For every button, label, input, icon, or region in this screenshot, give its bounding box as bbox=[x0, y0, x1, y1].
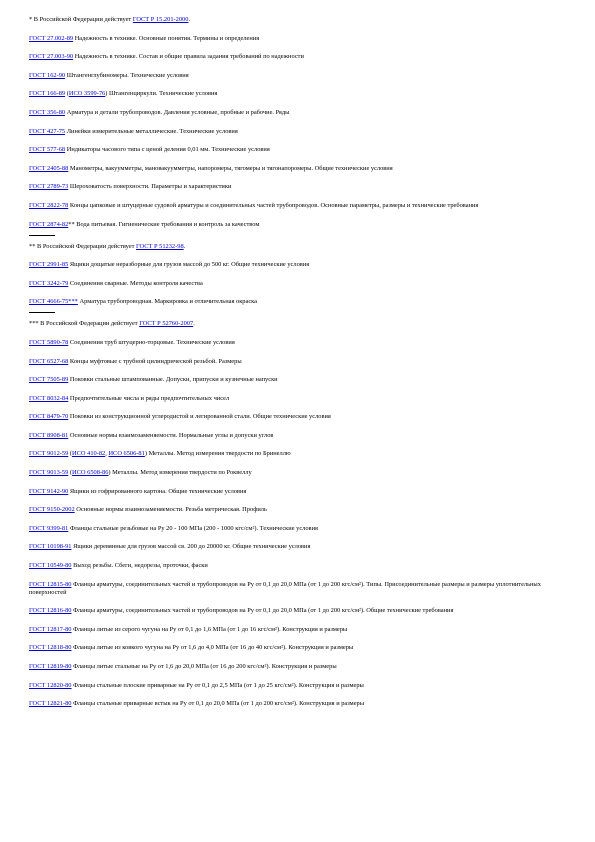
standard-entry bbox=[29, 90, 585, 98]
line-gap bbox=[29, 690, 585, 701]
standard-entry bbox=[29, 221, 585, 229]
standard-link[interactable]: ГОСТ 8479-70 bbox=[29, 413, 69, 421]
footnote-separator bbox=[29, 312, 55, 313]
entry-title: Надежность в технике. Основные понятия. Термины и определения bbox=[73, 34, 260, 42]
footnote-line bbox=[29, 320, 585, 328]
standard-link[interactable]: ГОСТ 2789-73 bbox=[29, 183, 69, 191]
entry-title: Фланцы литые стальные на Ру от 1,6 до 20,0 МПа (от 16 до 200 кгс/см²). Конструкция и размеры bbox=[71, 663, 337, 670]
punctuation: ) bbox=[108, 469, 111, 477]
standard-entry bbox=[29, 202, 574, 210]
line-gap bbox=[29, 458, 585, 469]
standard-link[interactable]: ГОСТ 8032-84 bbox=[29, 394, 69, 402]
entry-title: Линейки измерительные металлические. Технические условия bbox=[65, 127, 238, 135]
footnote-text: ** В Российской Федерации действует bbox=[29, 242, 136, 250]
entry-title: Индикаторы часового типа с ценой деления 0,01 мм. Технические условия bbox=[65, 146, 270, 154]
entry-title: Фланцы стальные плоские приварные на Ру от 0,1 до 2,5 МПа (от 1 до 25 кгс/см²). Конструкция и размеры bbox=[71, 681, 364, 689]
standard-entry bbox=[29, 109, 585, 117]
standard-entry bbox=[29, 395, 585, 403]
footnote-separator bbox=[29, 235, 55, 236]
standard-link[interactable]: ГОСТ 12821-80 bbox=[29, 700, 72, 708]
entry-title: Поковки из конструкционной углеродистой и легированной стали. Общие технические условия bbox=[68, 413, 331, 421]
entry-title: Арматура и детали трубопроводов. Давления условные, пробные и рабочие. Ряды bbox=[65, 108, 290, 116]
entry-title: Фланцы стальные резьбовые на Ру 20 - 100 МПа (200 - 1000 кгс/см²). Технические условия bbox=[68, 524, 318, 532]
entry-title: Поковки стальные штампованные. Допуски, припуски и кузнечные напуски bbox=[68, 376, 278, 384]
standard-entry bbox=[29, 607, 574, 615]
punctuation: , bbox=[105, 450, 109, 458]
standard-entry bbox=[29, 146, 585, 154]
standard-entry bbox=[29, 298, 585, 306]
entry-title: Штангенциркули. Технические условия bbox=[107, 90, 218, 98]
entry-title: Шероховатость поверхности. Параметры и характеристики bbox=[68, 183, 232, 191]
line-gap bbox=[29, 98, 585, 109]
standard-entry bbox=[29, 663, 585, 671]
entry-title: Соединения труб штуцерно-торцовые. Технические условия bbox=[68, 338, 235, 346]
entry-title: Фланцы литые из ковкого чугуна на Ру от 1,6 до 4,0 МПа (от 16 до 40 кгс/см²). Конструкция и размеры bbox=[71, 644, 354, 652]
line-gap bbox=[29, 43, 585, 54]
standard-entry bbox=[29, 469, 585, 477]
standard-link[interactable]: ГОСТ 6527-68 bbox=[29, 357, 69, 365]
footnote-text: * В Российской Федерации действует bbox=[29, 16, 133, 23]
entry-title: Фланцы арматуры, соединительных частей и трубопроводов на Ру от 0,1 до 20,0 МПа (от 1 до 200 кгс/см²). Типы. Присоединительные размеры и размеры уплотнительных поверхностей bbox=[29, 580, 541, 596]
standard-entry bbox=[29, 506, 585, 514]
standard-link[interactable]: ИСО 6506-81 bbox=[108, 450, 145, 458]
entry-title: Основные нормы взаимозаменяемости. Резьба метрическая. Профиль bbox=[74, 506, 267, 514]
standard-link[interactable]: ГОСТ Р 15.201-2000 bbox=[132, 16, 189, 23]
standard-link[interactable]: ГОСТ 9013-59 bbox=[29, 469, 69, 477]
line-gap bbox=[29, 421, 585, 432]
footnote-end: . bbox=[188, 16, 191, 23]
standard-link[interactable]: ГОСТ Р 52760-2007 bbox=[139, 320, 194, 328]
line-gap bbox=[29, 288, 585, 299]
line-gap bbox=[29, 210, 585, 221]
standard-entry bbox=[29, 280, 585, 288]
standard-link[interactable]: ИСО 410-82 bbox=[72, 450, 106, 458]
standard-link[interactable]: ГОСТ 2991-85 bbox=[29, 261, 69, 269]
line-gap bbox=[29, 154, 585, 165]
line-gap bbox=[29, 24, 585, 35]
line-gap bbox=[29, 652, 585, 663]
standard-entry bbox=[29, 525, 585, 533]
standard-entry bbox=[29, 488, 585, 496]
line-gap bbox=[29, 328, 585, 339]
entry-title: Манометры, вакуумметры, мановакуумметры, напоромеры, тягомеры и тягонапоромеры. Общие технические условия bbox=[68, 164, 393, 172]
standard-link[interactable]: ГОСТ 27.002-89 bbox=[29, 34, 74, 42]
footnote-line bbox=[29, 16, 585, 24]
punctuation: ) bbox=[144, 450, 147, 458]
standard-link[interactable]: ГОСТ 12818-80 bbox=[29, 644, 72, 652]
entry-title: Ящики дощатые неразборные для грузов массой до 500 кг. Общие технические условия bbox=[68, 261, 310, 269]
punctuation: ( bbox=[65, 90, 69, 98]
standard-link[interactable]: ГОСТ 7505-89 bbox=[29, 376, 69, 384]
standard-link[interactable]: ГОСТ 10549-80 bbox=[29, 562, 72, 570]
standard-entry bbox=[29, 682, 585, 690]
standard-link[interactable]: ГОСТ 12816-80 bbox=[29, 607, 72, 615]
line-gap bbox=[29, 551, 585, 562]
standard-link[interactable]: ГОСТ 2405-88 bbox=[29, 164, 69, 172]
standard-link[interactable]: ГОСТ 5890-78 bbox=[29, 338, 69, 346]
standard-link[interactable]: ГОСТ 9399-81 bbox=[29, 524, 69, 532]
line-gap bbox=[29, 136, 585, 147]
line-gap bbox=[29, 533, 585, 544]
standard-link[interactable]: ГОСТ 4666-75*** bbox=[29, 298, 78, 306]
entry-title: Фланцы стальные приварные встык на Ру от 0,1 до 20,0 МПа (от 1 до 200 кгс/см²). Конструкция и размеры bbox=[71, 700, 365, 708]
line-gap bbox=[29, 634, 585, 645]
standard-entry bbox=[29, 644, 585, 652]
footnote-line bbox=[29, 243, 585, 251]
entry-title: Выход резьбы. Сбеги, недорезы, проточки, фаски bbox=[71, 562, 208, 570]
line-gap bbox=[29, 366, 585, 377]
line-gap bbox=[29, 671, 585, 682]
line-gap bbox=[29, 514, 585, 525]
standard-link[interactable]: ГОСТ 9150-2002 bbox=[29, 506, 75, 514]
line-gap bbox=[29, 191, 585, 202]
standard-entry bbox=[29, 261, 585, 269]
standard-link[interactable]: ГОСТ 27.003-90 bbox=[29, 53, 74, 61]
line-gap bbox=[29, 347, 585, 358]
line-gap bbox=[29, 570, 585, 581]
standard-entry bbox=[29, 626, 585, 634]
line-gap bbox=[29, 80, 585, 91]
standard-entry bbox=[29, 432, 585, 440]
footnote-end: . bbox=[193, 320, 195, 328]
line-gap bbox=[29, 384, 585, 395]
entry-title: Металлы. Метод измерения твердости по Бринеллю bbox=[146, 450, 291, 458]
footnote-text: *** В Российской Федерации действует bbox=[29, 320, 140, 328]
entry-title: Фланцы литые из серого чугуна на Ру от 0,1 до 1,6 МПа (от 1 до 16 кгс/см²). Конструкция и размеры bbox=[71, 625, 348, 633]
standard-link[interactable]: ГОСТ 9012-59 bbox=[29, 450, 69, 458]
entry-title: ** Вода питьевая. Гигиенические требования и контроль за качеством bbox=[68, 220, 260, 228]
standard-entry bbox=[29, 72, 585, 80]
line-gap bbox=[29, 615, 585, 626]
standard-link[interactable]: ИСО 3599-76 bbox=[68, 90, 106, 98]
footnote-end: . bbox=[183, 242, 186, 250]
standard-entry bbox=[29, 376, 585, 384]
entry-title: Концы цапковые и штуцерные судовой арматуры и соединительных частей трубопроводов. Основные параметры, размеры и технические требования bbox=[68, 201, 479, 209]
entry-title: Металлы. Метод измерения твердости по Роквеллу bbox=[110, 469, 252, 477]
line-gap bbox=[29, 440, 585, 451]
standard-entry bbox=[29, 183, 585, 191]
line-gap bbox=[29, 61, 585, 72]
standard-entry bbox=[29, 339, 585, 347]
standard-link[interactable]: ГОСТ 427-75 bbox=[29, 127, 66, 135]
standard-link[interactable]: ГОСТ 9142-90 bbox=[29, 487, 69, 495]
standard-entry bbox=[29, 581, 574, 597]
standard-link[interactable]: ГОСТ 166-89 bbox=[29, 90, 66, 98]
standard-link[interactable]: ГОСТ 12819-80 bbox=[29, 663, 72, 670]
line-gap bbox=[29, 117, 585, 128]
line-gap bbox=[29, 403, 585, 414]
standard-link[interactable]: ГОСТ 2822-78 bbox=[29, 201, 69, 209]
entry-title: Соединения сварные. Методы контроля качества bbox=[68, 279, 203, 287]
entry-title: Фланцы арматуры, соединительных частей и трубопроводов на Ру от 0,1 до 20,0 МПа (от 1 до 200 кгс/см²). Общие технические требования bbox=[71, 607, 454, 615]
line-gap bbox=[29, 251, 585, 262]
entry-title: Арматура трубопроводная. Маркировка и отличительная окраска bbox=[77, 298, 258, 306]
standard-link[interactable]: ГОСТ Р 51232-98 bbox=[136, 242, 184, 250]
punctuation: ( bbox=[68, 469, 73, 477]
standard-link[interactable]: ГОСТ 577-68 bbox=[29, 146, 66, 154]
standard-entry bbox=[29, 128, 585, 136]
line-gap bbox=[29, 477, 585, 488]
standard-entry bbox=[29, 35, 585, 43]
standard-entry bbox=[29, 562, 585, 570]
entry-title: Ящики деревянные для грузов массой св. 200 до 20000 кг. Общие технические условия bbox=[71, 543, 311, 551]
standard-entry bbox=[29, 413, 585, 421]
standard-link[interactable]: ГОСТ 12817-80 bbox=[29, 625, 72, 633]
punctuation: ) bbox=[105, 90, 108, 98]
entry-title: Предпочтительные числа и ряды предпочтительных чисел bbox=[68, 394, 230, 402]
standard-entry bbox=[29, 165, 585, 173]
entry-title: Концы муфтовые с трубной цилиндрической резьбой. Размеры bbox=[68, 357, 242, 365]
standard-link[interactable]: ГОСТ 12815-80 bbox=[29, 580, 72, 588]
standard-link[interactable]: ГОСТ 10198-91 bbox=[29, 543, 72, 551]
line-gap bbox=[29, 173, 585, 184]
standard-link[interactable]: ГОСТ 162-90 bbox=[29, 71, 66, 79]
line-gap bbox=[29, 496, 585, 507]
standard-entry bbox=[29, 700, 585, 708]
standard-link[interactable]: ГОСТ 12820-80 bbox=[29, 681, 72, 689]
standard-entry bbox=[29, 53, 585, 61]
standard-entry bbox=[29, 543, 585, 551]
line-gap bbox=[29, 269, 585, 280]
standard-link[interactable]: ГОСТ 356-80 bbox=[29, 108, 66, 116]
standard-link[interactable]: ГОСТ 3242-79 bbox=[29, 279, 69, 287]
standard-link[interactable]: ИСО 6508-86 bbox=[72, 469, 109, 477]
entry-title: Надежность в технике. Состав и общие правила задания требований по надежности bbox=[73, 53, 304, 61]
standard-entry bbox=[29, 450, 585, 458]
standard-entry bbox=[29, 358, 585, 366]
standard-link[interactable]: ГОСТ 8908-81 bbox=[29, 431, 69, 439]
entry-title: Штангенглубиномеры. Технические условия bbox=[65, 71, 189, 79]
line-gap bbox=[29, 597, 585, 608]
entry-title: Ящики из гофрированного картона. Общие технические условия bbox=[68, 487, 247, 495]
punctuation: ( bbox=[68, 450, 73, 458]
entry-title: Основные нормы взаимозаменяемости. Нормальные углы и допуски углов bbox=[68, 431, 274, 439]
standard-link[interactable]: ГОСТ 2874-82 bbox=[29, 220, 69, 228]
